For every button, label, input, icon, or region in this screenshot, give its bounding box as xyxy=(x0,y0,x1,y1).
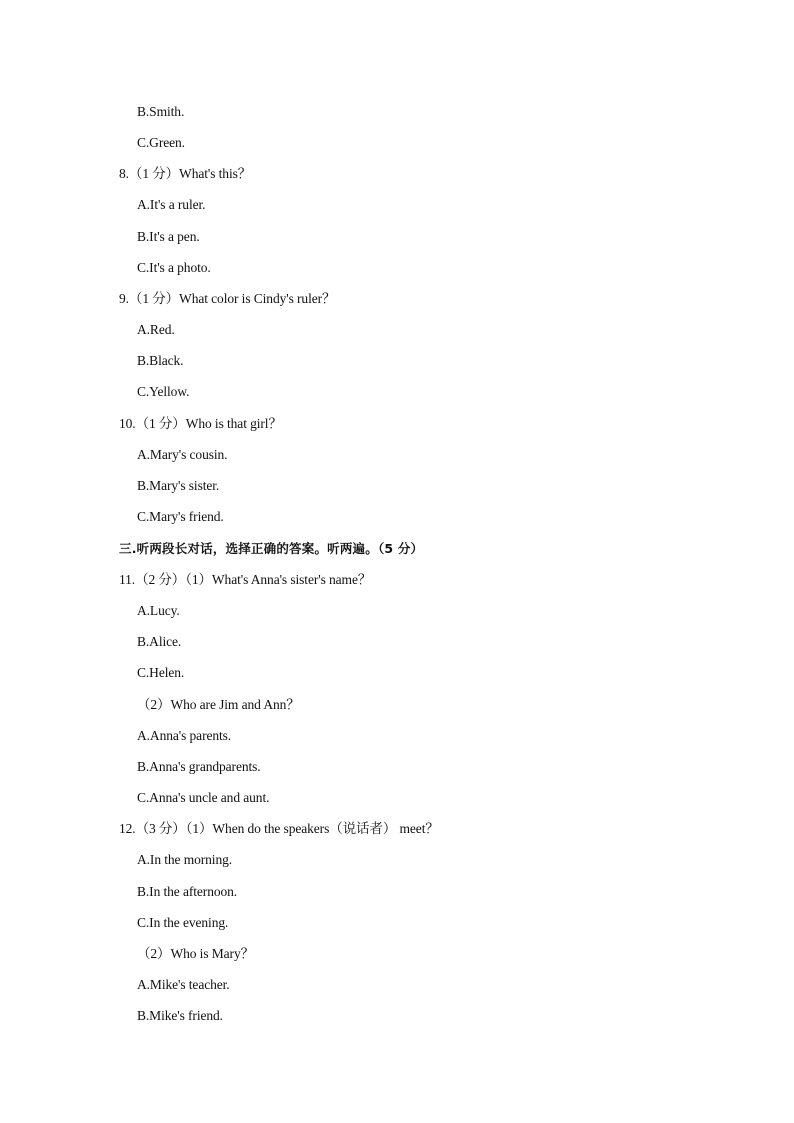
q12-stem: 12.（3 分）（1）When do the speakers（说话者） meet？ xyxy=(119,821,439,836)
q12-sub-question-2: （2）Who is Mary？ xyxy=(137,946,254,961)
q9-option-a: A.Red. xyxy=(137,322,175,337)
q12-1-option-c: C.In the evening. xyxy=(137,915,229,930)
q11-2-option-c: C.Anna's uncle and aunt. xyxy=(137,790,270,805)
q8-stem: 8.（1 分）What's this？ xyxy=(119,166,252,181)
q8-option-b: B.It's a pen. xyxy=(137,229,200,244)
q12-1-option-a: A.In the morning. xyxy=(137,852,233,867)
q9-option-b: B.Black. xyxy=(137,353,184,368)
q12-2-option-a: A.Mike's teacher. xyxy=(137,977,230,992)
q11-2-option-b: B.Anna's grandparents. xyxy=(137,759,261,774)
q11-2-option-a: A.Anna's parents. xyxy=(137,728,232,743)
q10-option-c: C.Mary's friend. xyxy=(137,509,224,524)
q11-1-option-b: B.Alice. xyxy=(137,634,182,649)
q10-stem: 10.（1 分）Who is that girl？ xyxy=(119,416,282,431)
q11-sub-question-2: （2）Who are Jim and Ann？ xyxy=(137,697,300,712)
q10-option-a: A.Mary's cousin. xyxy=(137,447,228,462)
q9-option-c: C.Yellow. xyxy=(137,384,190,399)
q11-stem: 11.（2 分）（1）What's Anna's sister's name？ xyxy=(119,572,372,587)
q8-option-c: C.It's a photo. xyxy=(137,260,211,275)
q12-2-option-b: B.Mike's friend. xyxy=(137,1008,223,1023)
q8-option-a: A.It's a ruler. xyxy=(137,197,206,212)
q11-1-option-a: A.Lucy. xyxy=(137,603,180,618)
q12-1-option-b: B.In the afternoon. xyxy=(137,884,238,899)
q11-1-option-c: C.Helen. xyxy=(137,665,185,680)
section-3-heading: 三.听两段长对话，选择正确的答案。听两遍。（5 分） xyxy=(119,541,424,556)
q7-option-b: B.Smith. xyxy=(137,104,185,119)
q7-option-c: C.Green. xyxy=(137,135,185,150)
q10-option-b: B.Mary's sister. xyxy=(137,478,220,493)
q9-stem: 9.（1 分）What color is Cindy's ruler？ xyxy=(119,291,336,306)
